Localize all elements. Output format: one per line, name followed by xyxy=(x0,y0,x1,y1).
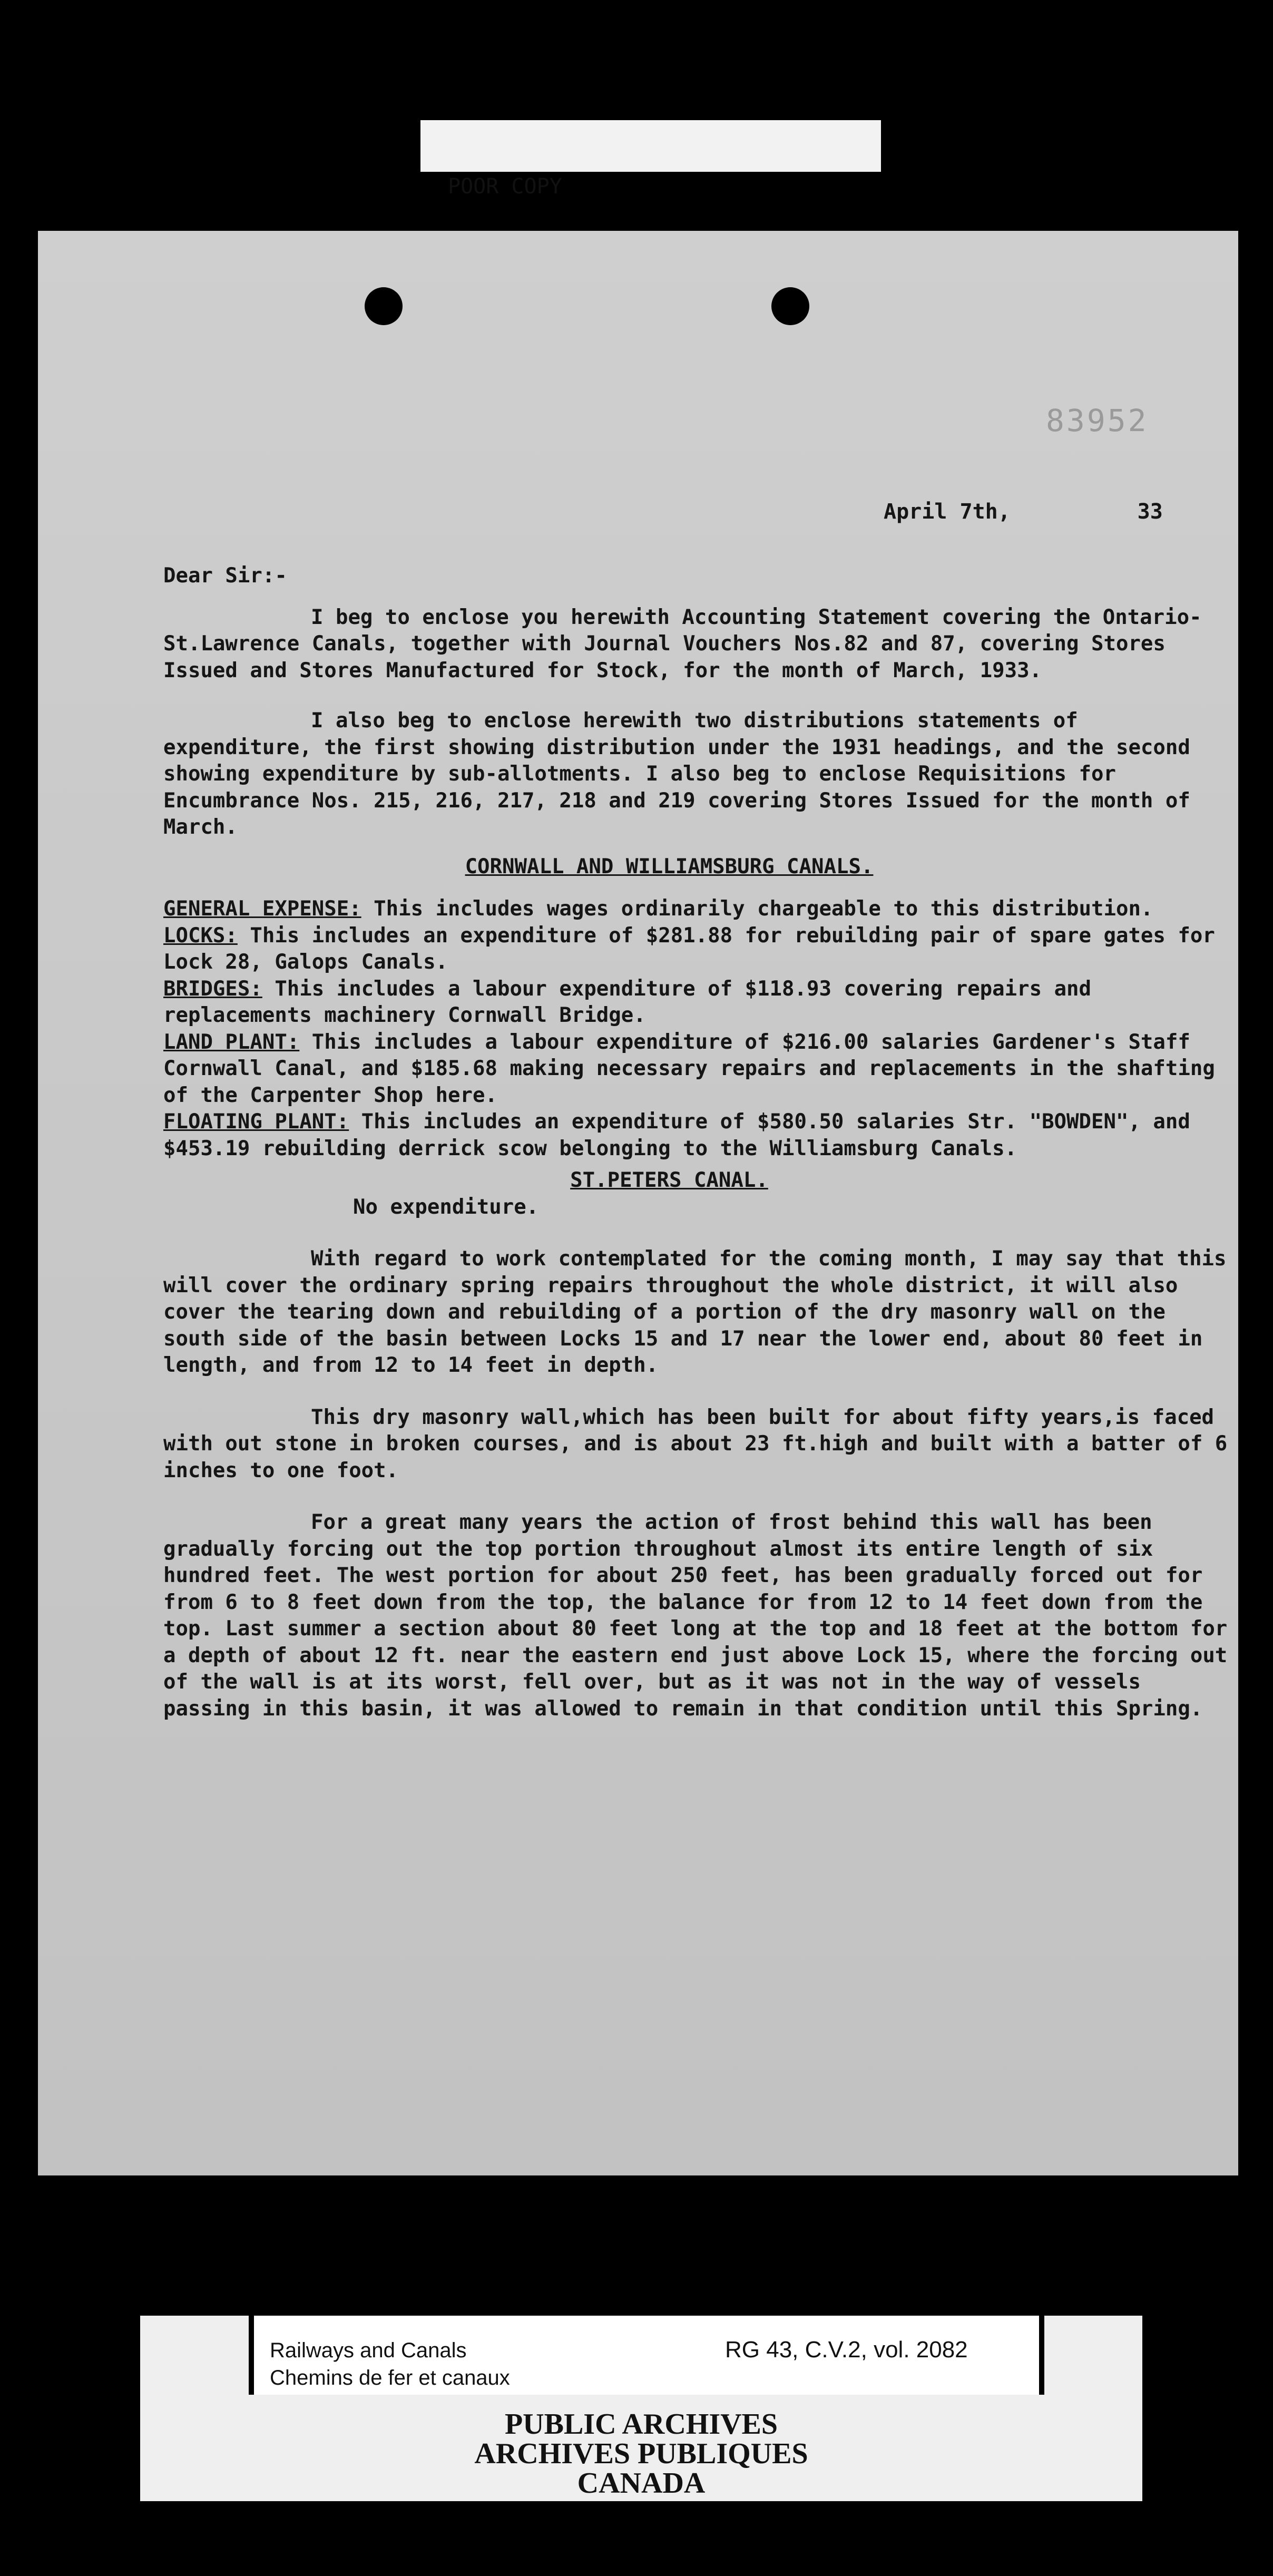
archives-line-3: CANADA xyxy=(577,2467,706,2500)
item-label: LOCKS: xyxy=(163,923,238,948)
st-peters-text: No expenditure. xyxy=(353,1195,539,1219)
paragraph-2: I also beg to enclose herewith two distributions statements of expenditure, the first showing distribution under the 1931 headings, and the second showing expenditure by sub-allotments. I also beg to enclose Requisitions for Encumbrance Nos. 215, 216, 217, 218 and 219 covering Stores Issued for the month of March. xyxy=(163,709,1190,839)
letter-page xyxy=(38,231,1238,2175)
paragraph-4: This dry masonry wall,which has been built for about fifty years,is faced with out stone in broken courses, and is about 23 ft.high and built with a batter of 6 inches to one foot. xyxy=(163,1405,1228,1482)
caption-reference: RG 43, C.V.2, vol. 2082 xyxy=(725,2337,968,2363)
archives-title xyxy=(140,2409,1142,2498)
caption-department-fr: Chemins de fer et canaux xyxy=(270,2366,510,2389)
archive-caption xyxy=(140,2316,1142,2501)
paragraph-1: I beg to enclose you herewith Accounting Statement covering the Ontario-St.Lawrence Canals, together with Journal Vouchers Nos.82 and 87, covering Stores Issued and Stores Manufactured for Stock, for the month of March, 1933. xyxy=(163,605,1202,682)
item-text: This includes a labour expenditure of $216.00 salaries Gardener's Staff Cornwall Canal, and $185.68 making necessary repairs and replacements in the shafting of the Carpenter Shop here. xyxy=(163,1030,1215,1107)
archives-line-1: PUBLIC ARCHIVES xyxy=(504,2408,778,2441)
letter-date: April 7th, 33 xyxy=(884,500,1163,524)
punch-hole-right xyxy=(771,287,809,325)
archives-line-2: ARCHIVES PUBLIQUES xyxy=(474,2437,808,2470)
poor-copy-label xyxy=(420,120,881,199)
letter-body xyxy=(163,505,1238,1722)
item-label: BRIDGES: xyxy=(163,977,262,1001)
paragraph-3: With regard to work contemplated for the coming month, I may say that this will cover the ordinary spring repairs throughout the whole district, it will also cover the tearing down and rebuilding of a portion of the dry masonry wall on the south side of the basin between Locks 15 and 17 near the lower end, about 80 feet in length, and from 12 to 14 feet in depth. xyxy=(163,1247,1227,1377)
item-general-expense xyxy=(163,896,1238,923)
poor-copy-line-1: POOR COPY xyxy=(448,174,562,199)
caption-department-en: Railways and Canals xyxy=(270,2339,467,2362)
item-floating-plant xyxy=(163,1109,1238,1162)
item-text: This includes wages ordinarily chargeable to this distribution. xyxy=(361,897,1153,921)
item-text: This includes an expenditure of $281.88 for rebuilding pair of spare gates for Lock 28, Galops Canals. xyxy=(163,923,1215,974)
item-label: FLOATING PLANT: xyxy=(163,1110,349,1134)
item-label: LAND PLANT: xyxy=(163,1030,300,1054)
punch-hole-left xyxy=(365,287,403,325)
salutation: Dear Sir:- xyxy=(163,564,287,588)
item-text: This includes a labour expenditure of $118.93 covering repairs and replacements machinery Cornwall Bridge. xyxy=(163,977,1092,1027)
item-locks xyxy=(163,923,1238,976)
item-label: GENERAL EXPENSE: xyxy=(163,897,361,921)
section-title-st-peters: ST.PETERS CANAL. xyxy=(570,1168,768,1192)
item-text: This includes an expenditure of $580.50 salaries Str. "BOWDEN", and $453.19 rebuilding derrick scow belonging to the Williamsburg Canals. xyxy=(163,1110,1190,1160)
item-land-plant xyxy=(163,1029,1238,1109)
caption-department xyxy=(270,2337,510,2392)
paragraph-5: For a great many years the action of frost behind this wall has been gradually forcing out the top portion throughout almost its entire length of six hundred feet. The west portion for about 250 feet, has been gradually forced out for from 6 to 8 feet down from the top, the balance for from 12 to 14 feet down from the top. Last summer a section about 80 feet long at the top and 18 feet at the bottom for a depth of about 12 ft. near the eastern end just above Lock 15, where the forcing out of the wall is at its worst, fell over, but as it was not in the way of vessels passing in this basin, it was allowed to remain in that condition until this Spring. xyxy=(163,1510,1228,1721)
item-bridges xyxy=(163,976,1238,1029)
document-stamp-number: 83952 xyxy=(1046,403,1149,438)
section-title-cornwall: CORNWALL AND WILLIAMSBURG CANALS. xyxy=(465,854,874,879)
